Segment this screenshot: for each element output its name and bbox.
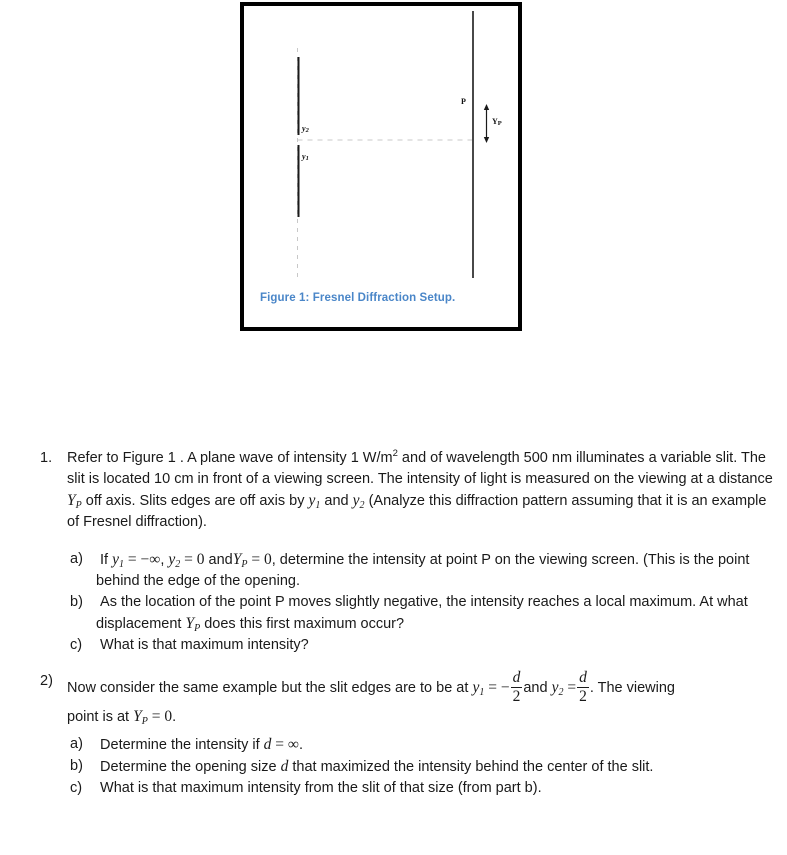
item-2a-post: .	[298, 736, 303, 753]
math-2-y1: $y_1$ = −	[472, 679, 510, 699]
question-2	[0, 671, 787, 728]
item-1a-comma: ,	[160, 552, 165, 568]
document-body	[0, 448, 787, 799]
question-1	[0, 448, 787, 533]
question-1-text-a: Refer to Figure 1 . A plane wave of intensity 1 W/m	[67, 450, 393, 466]
fraction-d-over-2-first	[511, 670, 523, 705]
item-text-2b	[96, 756, 773, 778]
item-2a-pre: Determine the intensity if	[100, 736, 260, 753]
item-text-1a: If $y_1$ = −∞, $y_2 = 0$ andY$_P$ = 0, determine the intensity at point P on the viewing screen. (This is the point behind the edge of the opening.	[96, 551, 750, 589]
math-y1-inline: $y_1$	[308, 492, 321, 511]
figure-label-point-p: P	[461, 97, 466, 106]
item-1c-pre: What is that maximum intensity?	[100, 637, 309, 653]
item-1b-post: does this first maximum occur?	[204, 616, 405, 632]
frac1-numerator: d	[512, 669, 521, 686]
item-label-1c: c)	[70, 637, 83, 653]
question-1-item-b	[70, 592, 773, 635]
question-1-item-a	[70, 549, 773, 592]
frac1-denominator: 2	[512, 687, 521, 705]
math-1a-expr3: $Y_P = 0$	[232, 551, 272, 570]
item-1a-and: and	[208, 552, 233, 568]
question-2-line2-a: point is at	[67, 708, 130, 725]
frac2-numerator: d	[579, 669, 587, 686]
superscript-square: 2	[392, 448, 398, 460]
item-text-2c	[96, 778, 773, 799]
question-2-item-a	[70, 734, 773, 756]
item-label-2c: c)	[70, 779, 83, 796]
item-label-1b: b)	[70, 594, 83, 610]
question-1-text-b: and of wavelength 500 nm illuminates a variable slit. The slit is located 10 cm in front of a viewing screen. The intensity of light is measured on the viewing at a distance	[67, 450, 773, 487]
fresnel-diffraction-diagram	[244, 6, 518, 327]
double-headed-measurement-arrow	[484, 104, 489, 143]
item-2b-pre: Determine the opening size	[100, 758, 277, 775]
item-text-1c	[96, 635, 773, 656]
item-label-2a: a)	[70, 735, 83, 752]
question-1-subitems	[0, 549, 787, 656]
math-1a-expr1: $y_1$ = −∞	[112, 551, 161, 570]
figure-caption: Figure 1: Fresnel Diffraction Setup.	[260, 292, 456, 304]
question-2-item-c	[70, 778, 773, 799]
math-1a-expr2: $y_2 = 0$	[168, 551, 205, 570]
item-text-1b	[96, 592, 773, 635]
question-1-text-c: off axis. Slits edges are off axis by	[85, 493, 305, 509]
item-2c-pre: What is that maximum intensity from the slit of that size (from part b).	[100, 779, 542, 796]
question-2-number: 2)	[40, 673, 53, 689]
figure-label-y2: y2	[302, 124, 309, 134]
question-2-subitems	[0, 734, 787, 799]
question-2-line2-b: .	[172, 708, 177, 725]
math-2-yp-zero: $Y_P = 0$	[133, 707, 173, 727]
item-2b-post: that maximized the intensity behind the center of the slit.	[292, 758, 654, 775]
item-1a-rest: , determine the intensity at point P on the viewing screen. (This is the point behind the edge of the opening.	[96, 552, 750, 589]
math-2b-d: d	[280, 757, 289, 775]
question-2-text-b: . The viewing	[589, 680, 675, 697]
math-2-y2: $y_2$ =	[551, 679, 577, 699]
frac2-denominator: 2	[579, 687, 587, 705]
question-2-item-b	[70, 756, 773, 778]
question-1-text-d: and	[324, 493, 349, 509]
question-1-text-e: (Analyze this diffraction pattern assuming that it is an example of Fresnel diffraction).	[67, 493, 767, 530]
question-1-text	[67, 448, 775, 533]
figure-label-yp: YP	[492, 117, 502, 127]
question-2-text	[67, 671, 775, 728]
question-1-item-c	[70, 635, 773, 656]
figure-1-container	[240, 2, 522, 331]
question-1-number: 1.	[40, 450, 53, 466]
item-text-2a	[96, 734, 773, 756]
question-2-and: and	[523, 680, 548, 697]
item-label-1a: a)	[70, 551, 83, 567]
math-yp-inline: $Y_P$	[67, 492, 82, 511]
figure-label-y1: y1	[302, 152, 309, 162]
math-y2-inline: $y_2$	[352, 492, 365, 511]
math-2a-d-infinity: d = ∞	[263, 735, 299, 753]
item-1b-pre: As the location of the point P moves slightly negative, the intensity reaches a local maximum. At what displacement	[96, 594, 748, 632]
item-label-2b: b)	[70, 757, 83, 774]
math-1b-yp: $Y_P$	[185, 615, 201, 634]
question-2-text-a: Now consider the same example but the slit edges are to be at	[67, 680, 469, 697]
fraction-d-over-2-second	[577, 670, 589, 705]
